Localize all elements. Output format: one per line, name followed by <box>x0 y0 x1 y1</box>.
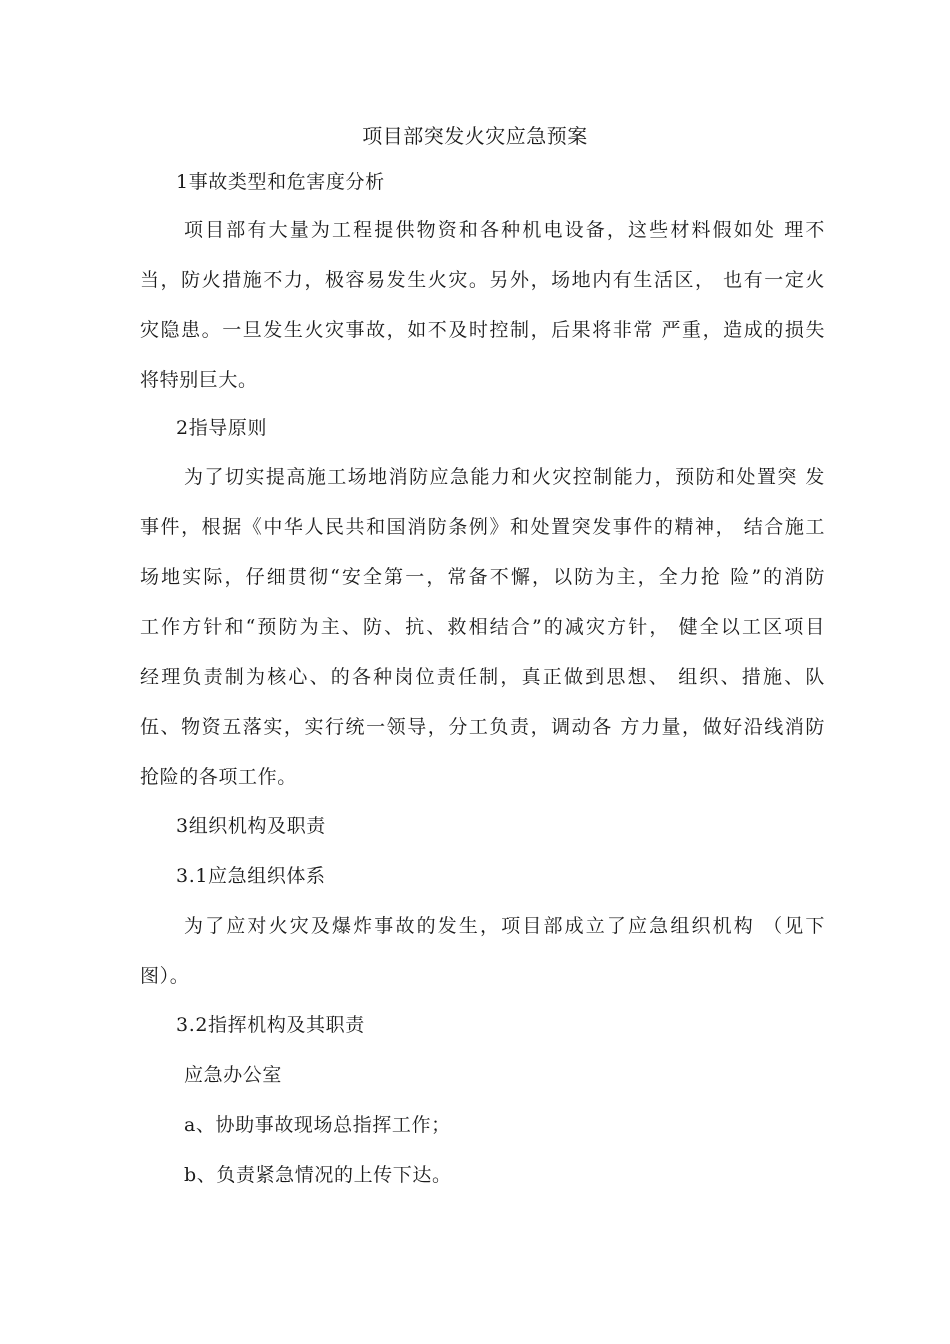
section-3-heading: 3组织机构及职责 <box>176 815 326 837</box>
paragraph-line: 场地实际，仔细贯彻“安全第一，常备不懈，以防为主，全力抢 险”的消防 <box>140 566 825 588</box>
paragraph-line: 当，防火措施不力，极容易发生火灾。另外，场地内有生活区， 也有一定火 <box>140 269 825 291</box>
paragraph-line: 事件，根据《中华人民共和国消防条例》和处置突发事件的精神， 结合施工 <box>140 516 825 538</box>
paragraph-line: 为了应对火灾及爆炸事故的发生，项目部成立了应急组织机构 （见下 <box>184 915 825 937</box>
section-1-heading: 1事故类型和危害度分析 <box>176 171 385 193</box>
paragraph-line: 灾隐患。一旦发生火灾事故，如不及时控制，后果将非常 严重，造成的损失 <box>140 319 825 341</box>
paragraph-line: 抢险的各项工作。 <box>140 766 297 788</box>
paragraph-line: 经理负责制为核心、的各种岗位责任制，真正做到思想、 组织、措施、队 <box>140 666 825 688</box>
section-3-1-heading: 3.1应急组织体系 <box>176 865 326 887</box>
paragraph-line: 将特别巨大。 <box>140 369 258 391</box>
office-heading: 应急办公室 <box>184 1064 283 1086</box>
section-2-heading: 2指导原则 <box>176 417 268 439</box>
paragraph-line: 为了切实提高施工场地消防应急能力和火灾控制能力，预防和处置突 发 <box>184 466 825 488</box>
paragraph-line: 工作方针和“预防为主、防、抗、救相结合”的减灾方针， 健全以工区项目 <box>140 616 825 638</box>
paragraph-line: 图）。 <box>140 965 190 987</box>
list-item: b、负责紧急情况的上传下达。 <box>184 1164 452 1186</box>
paragraph-line: 项目部有大量为工程提供物资和各种机电设备，这些材料假如处 理不 <box>184 219 825 241</box>
section-3-2-heading: 3.2指挥机构及其职责 <box>176 1014 365 1036</box>
paragraph-line: 伍、物资五落实，实行统一领导，分工负责，调动各 方力量，做好沿线消防 <box>140 716 825 738</box>
document-title: 项目部突发火灾应急预案 <box>362 124 588 148</box>
list-item: a、协助事故现场总指挥工作； <box>184 1114 451 1136</box>
